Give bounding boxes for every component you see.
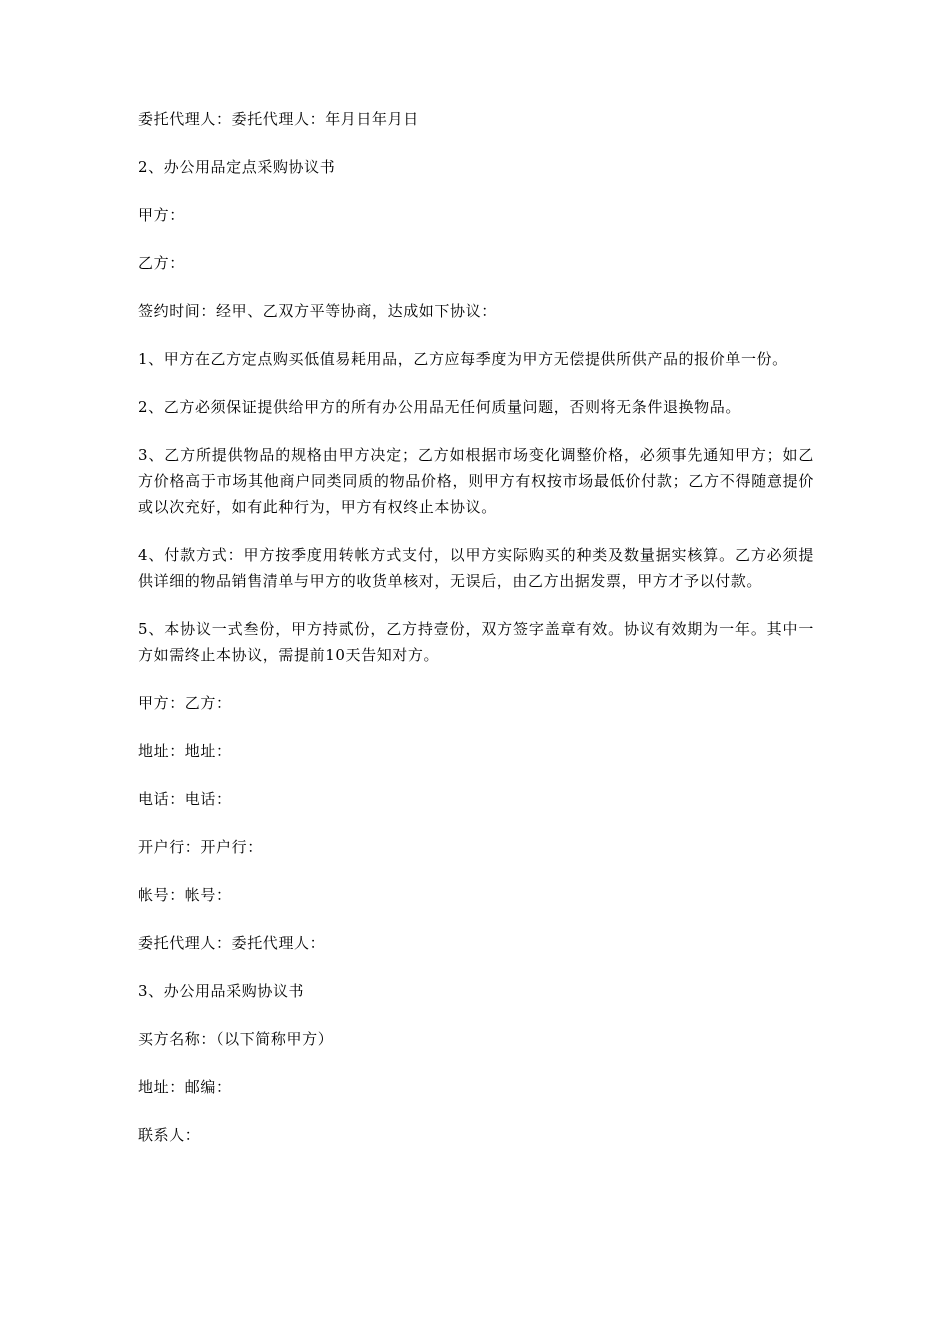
buyer-name-line: 买方名称：（以下简称甲方） [138,1030,334,1048]
buyer-address-line: 地址：邮编： [138,1078,232,1096]
clause-5: 5、本协议一式叁份，甲方持贰份，乙方持壹份，双方签字盖章有效。协议有效期为一年。其中一方如需终止本协议，需提前10天告知对方。 [138,620,814,664]
signature-phone: 电话：电话： [138,790,232,808]
signing-preamble: 签约时间：经甲、乙双方平等协商，达成如下协议： [138,302,497,320]
clause-3: 3、乙方所提供物品的规格由甲方决定；乙方如根据市场变化调整价格，必须事先通知甲方；如乙方价格高于市场其他商户同类同质的物品价格，则甲方有权按市场最低价付款；乙方不得随意提价或以次充好，如有此种行为，甲方有权终止本协议。 [138,446,814,516]
section-heading-2: 2、办公用品定点采购协议书 [138,158,336,176]
section-heading-3: 3、办公用品采购协议书 [138,982,305,1000]
signature-account: 帐号：帐号： [138,886,232,904]
clause-2: 2、乙方必须保证提供给甲方的所有办公用品无任何质量问题，否则将无条件退换物品。 [138,398,741,416]
document-body [138,106,814,1170]
clause-4: 4、付款方式：甲方按季度用转帐方式支付，以甲方实际购买的种类及数量据实核算。乙方必须提供详细的物品销售清单与甲方的收货单核对，无误后，由乙方出据发票，甲方才予以付款。 [138,546,814,590]
party-b-line: 乙方： [138,254,185,272]
signature-bank: 开户行：开户行： [138,838,263,856]
signature-address: 地址：地址： [138,742,232,760]
signature-agent: 委托代理人：委托代理人： [138,934,326,952]
paragraph-agent-signature-1: 委托代理人：委托代理人：年月日年月日 [138,110,419,128]
clause-1: 1、甲方在乙方定点购买低值易耗用品，乙方应每季度为甲方无偿提供所供产品的报价单一份。 [138,350,788,368]
buyer-contact-line: 联系人： [138,1126,201,1144]
signature-parties: 甲方：乙方： [138,694,232,712]
party-a-line: 甲方： [138,206,185,224]
